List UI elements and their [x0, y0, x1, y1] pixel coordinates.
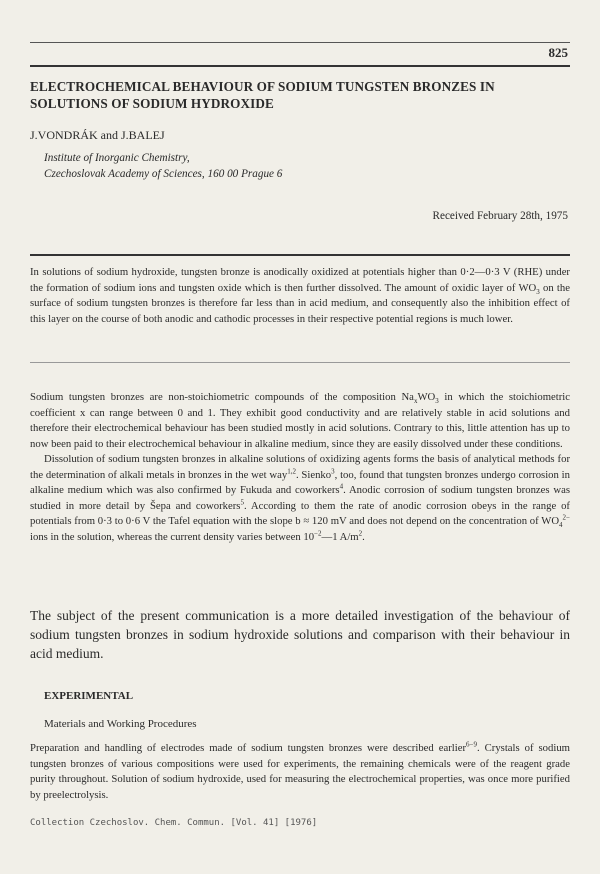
- paragraph-2: [30, 452, 570, 545]
- intro-body: [30, 390, 570, 545]
- subscript: x: [413, 397, 418, 406]
- text: Preparation and handling of electrodes made of sodium tungsten bronzes were described earlier: [30, 742, 467, 754]
- text: . According to them the rate of anodic corrosion obeys in the range of potentials from 0·3 to 0·6 V the Tafel equation with the slope b ≈ 120 mV and does not depend on the concentration of WO: [30, 499, 570, 527]
- authors: J.VONDRÁK and J.BALEJ: [30, 128, 165, 142]
- superscript: 2−: [562, 513, 570, 522]
- superscript: −2: [314, 528, 322, 537]
- citation: 6−9: [466, 740, 477, 749]
- text: Sodium tungsten bronzes are non-stoichiometric compounds of the composition Na: [30, 391, 414, 403]
- subscript: 3: [435, 397, 439, 406]
- subscript: 4: [559, 521, 563, 530]
- affiliation-line-2: Czechoslovak Academy of Sciences, 160 00 Prague 6: [44, 168, 283, 180]
- received-date: Received February 28th, 1975: [432, 210, 568, 222]
- journal-footer: Collection Czechoslov. Chem. Commun. [Vol. 41] [1976]: [30, 818, 318, 828]
- citation: 4: [339, 482, 344, 491]
- abstract-bottom-rule: [30, 362, 570, 363]
- paper-title: ELECTROCHEMICAL BEHAVIOUR OF SODIUM TUNGSTEN BRONZES IN SOLUTIONS OF SODIUM HYDROXIDE: [30, 79, 495, 111]
- experimental-paragraph: [30, 741, 570, 803]
- abstract: [30, 265, 570, 327]
- text: ions in the solution, whereas the current density varies between 10: [30, 530, 315, 543]
- page-number: 825: [548, 45, 568, 60]
- subsection-heading: Materials and Working Procedures: [44, 718, 197, 730]
- text: —1 A/m: [321, 530, 359, 543]
- text: , too, found that tungsten bronzes undergo corrosion in alkaline medium which was also confirmed by Fukuda and coworkers: [30, 468, 570, 496]
- subject-paragraph: The subject of the present communication is a more detailed investigation of the behaviour of sodium tungsten bronzes in sodium hydroxide solutions and comparison with their behaviour in acid medium.: [30, 608, 570, 661]
- text: . Sienko: [295, 468, 332, 481]
- citation: 3: [331, 466, 335, 475]
- top-thin-rule: [30, 42, 570, 43]
- citation: 5: [240, 497, 244, 506]
- abstract-top-rule: [30, 254, 570, 256]
- abstract-text: In solutions of sodium hydroxide, tungsten bronze is anodically oxidized at potentials higher than 0·2—0·3 V (RHE) under the formation of sodium ions and tungsten oxide which is then further dissolved. The amount of oxidic layer of WO: [30, 266, 570, 294]
- affiliation-line-1: Institute of Inorganic Chemistry,: [44, 152, 190, 164]
- subscript: 3: [536, 287, 540, 296]
- text: in which the stoichiometric coefficient x can range between 0 and 1. They exhibit good conductivity and are relatively stable in acid solutions and therefore their electrochemical behaviour has been studied mostly in acid solutions. Contrary to this, little attention has up to now been paid to their electrochemical behaviour in alkaline medium, since they are easily dissolved under these conditions.: [30, 391, 570, 450]
- text: . Anodic corrosion of sodium tungsten bronzes was studied in more detail by Šepa and coworkers: [30, 484, 570, 512]
- affiliation: [44, 150, 282, 182]
- text: .: [362, 530, 365, 543]
- superscript: 2: [358, 528, 363, 537]
- text: WO: [417, 391, 436, 403]
- abstract-text: on the surface of sodium tungsten bronzes is therefore far less than in acid medium, and consequently also the inhibition effect of this layer on the course of both anodic and cathodic processes in their respective potential regions is much lower.: [30, 281, 570, 325]
- text: . Crystals of sodium tungsten bronzes of various compositions were used for experiments, the remaining chemicals were of the reagent grade purity throughout. Solution of sodium hydroxide, used for measuring the electrochemical properties, was once more purified by preelectrolysis.: [30, 742, 570, 801]
- section-heading: EXPERIMENTAL: [44, 690, 134, 702]
- text: Dissolution of sodium tungsten bronzes in alkaline solutions of oxidizing agents forms the basis of analytical methods for the determination of alkali metals in bronzes in the wet way: [30, 453, 570, 481]
- citation: 1,2: [287, 466, 296, 475]
- paragraph-1: [30, 390, 570, 452]
- header-rule: [30, 65, 570, 67]
